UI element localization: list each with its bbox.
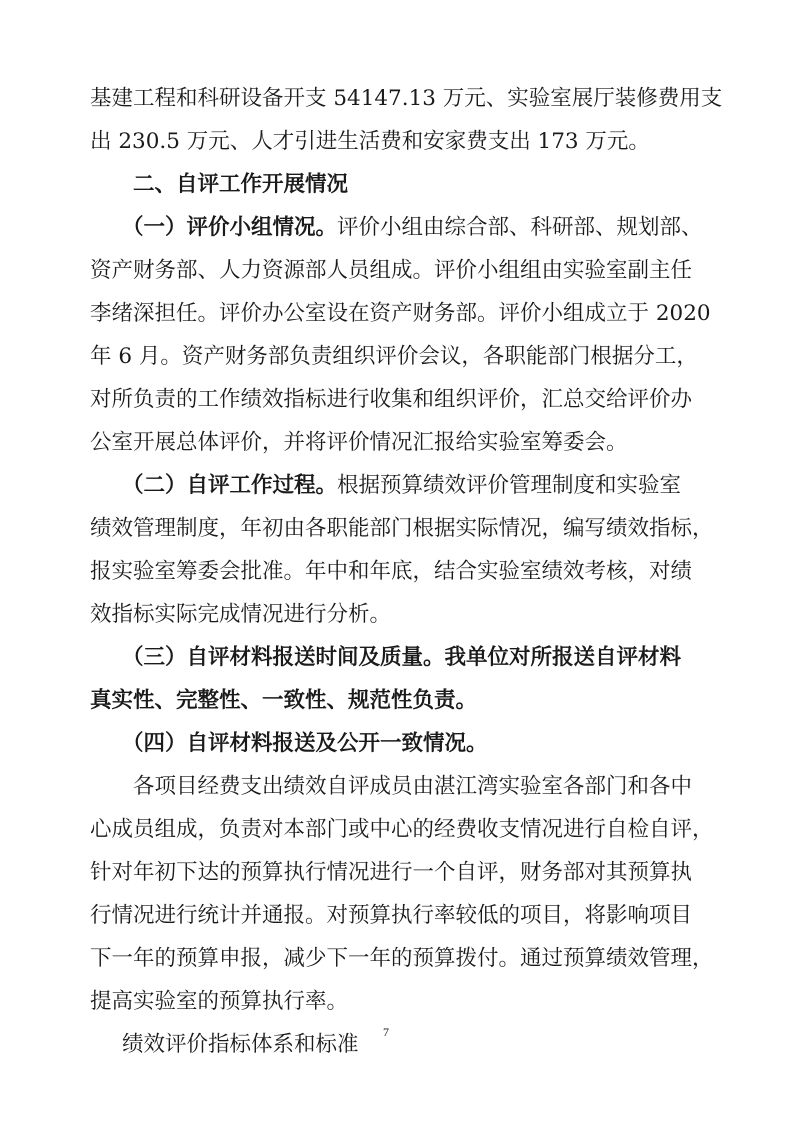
body-line: 对所负责的工作绩效指标进行收集和组织评价，汇总交给评价办: [90, 387, 693, 412]
body-line: 基建工程和科研设备开支 54147.13 万元、实验室展厅装修费用支: [90, 86, 723, 111]
body-line: 公室开展总体评价，并将评价情况汇报给实验室筹委会。: [90, 430, 628, 455]
subheading-paragraph: 真实性、完整性、一致性、规范性负责。: [90, 688, 478, 713]
subheading-label: （二）自评工作过程。: [122, 473, 338, 498]
body-line: 效指标实际完成情况进行分析。: [90, 602, 392, 627]
body-line: 下一年的预算申报，减少下一年的预算拨付。通过预算绩效管理，: [90, 946, 714, 971]
body-line: 心成员组成，负责对本部门或中心的经费收支情况进行自检自评，: [90, 817, 714, 842]
body-line: 李绪深担任。评价办公室设在资产财务部。评价小组成立于 2020: [90, 301, 711, 326]
page-number: 7: [383, 1025, 389, 1039]
body-line: 根据预算绩效评价管理制度和实验室: [337, 473, 682, 498]
body-line: 绩效管理制度，年初由各职能部门根据实际情况，编写绩效指标，: [90, 516, 714, 541]
subheading-paragraph: （三）自评材料报送时间及质量。我单位对所报送自评材料: [122, 645, 682, 670]
body-line: 各项目经费支出绩效自评成员由湛江湾实验室各部门和各中: [133, 774, 693, 799]
body-line: 针对年初下达的预算执行情况进行一个自评，财务部对其预算执: [90, 860, 693, 885]
body-line: 评价小组由综合部、科研部、规划部、: [337, 215, 703, 240]
body-line: 出 230.5 万元、人才引进生活费和安家费支出 173 万元。: [90, 129, 650, 154]
section-heading: 二、自评工作开展情况: [133, 172, 349, 197]
subheading-label: （四）自评材料报送及公开一致情况。: [122, 731, 488, 756]
body-line: 提高实验室的预算执行率。: [90, 989, 349, 1014]
body-line: 行情况进行统计并通报。对预算执行率较低的项目，将影响项目: [90, 903, 693, 928]
body-line: 报实验室筹委会批准。年中和年底，结合实验室绩效考核，对绩: [90, 559, 693, 584]
body-line: 绩效评价指标体系和标准: [122, 1032, 359, 1057]
body-line: 年 6 月。资产财务部负责组织评价会议，各职能部门根据分工，: [90, 344, 698, 369]
subheading-label: （一）评价小组情况。: [122, 215, 338, 240]
body-line: 资产财务部、人力资源部人员组成。评价小组组由实验室副主任: [90, 258, 693, 283]
